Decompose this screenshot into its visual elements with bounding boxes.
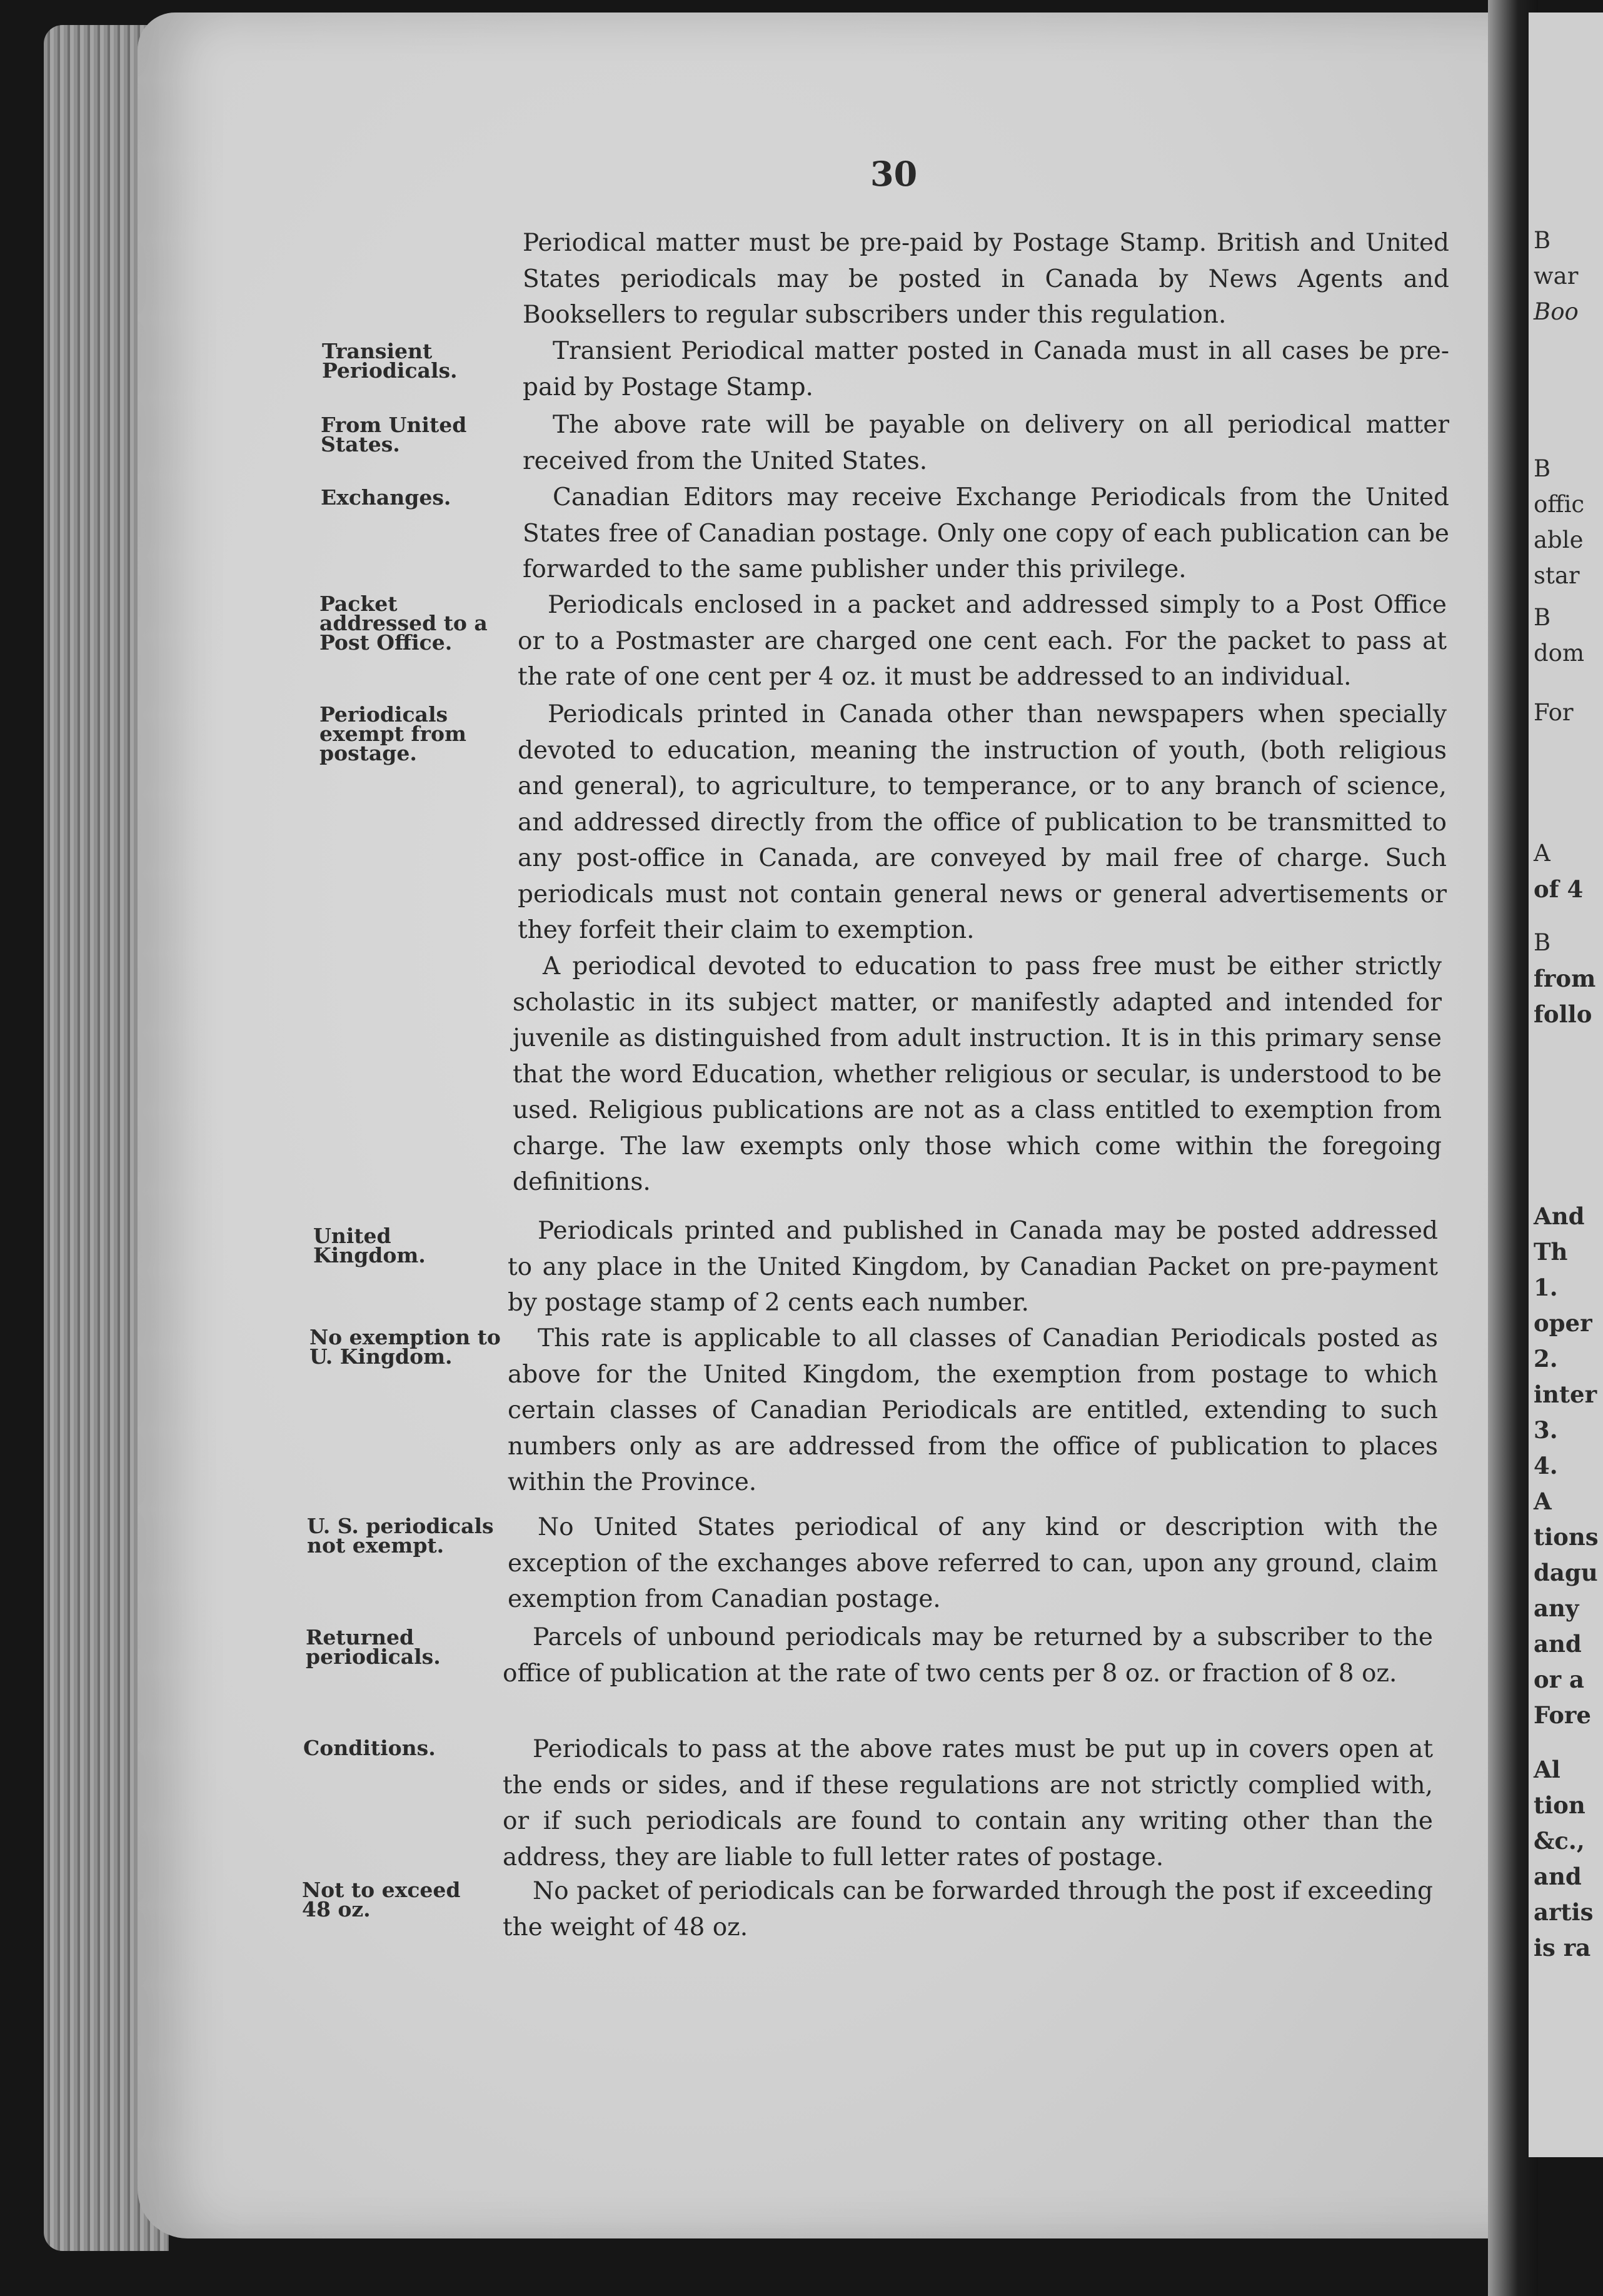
- body-paragraph: Parcels of unbound periodicals may be returned by a subscriber to the office of publication at the rate of two cents per 8 oz. or fraction of 8 oz.: [503, 1623, 1433, 1688]
- body-paragraph: Periodicals printed in Canada other than newspapers when specially devoted to education, meaning the instruction of youth, (both religious and general), to agriculture, to temperance, or to any branch of science, and addressed directly from the office of publication to be transmitted to any post-office in Canada, are conveyed by mail free of charge. Such periodicals must not contain general news or general advertisements or they forfeit their claim to exemption.: [518, 700, 1447, 944]
- facing-fragment: from: [1534, 965, 1596, 992]
- body-paragraph: Transient Periodical matter posted in Canada must in all cases be pre-paid by Postage Stamp.: [523, 337, 1449, 401]
- facing-fragment: artis: [1534, 1898, 1594, 1926]
- facing-fragment: 4.: [1534, 1452, 1558, 1479]
- facing-fragment: tion: [1534, 1791, 1585, 1819]
- facing-fragment: dagu: [1534, 1559, 1598, 1586]
- facing-fragment: &c.,: [1534, 1827, 1585, 1855]
- facing-fragment: B: [1534, 227, 1551, 254]
- body-paragraph: Periodicals enclosed in a packet and addressed simply to a Post Office or to a Postmaster are charged one cent each. For the packet to pass at the rate of one cent per 4 oz. it must be addressed to an individual.: [518, 591, 1447, 691]
- facing-fragment: or a: [1534, 1666, 1585, 1693]
- facing-fragment: 2.: [1534, 1345, 1558, 1372]
- body-paragraph: No United States periodical of any kind or description with the exception of the exchanges above referred to can, upon any ground, claim exemption from Canadian postage.: [508, 1513, 1438, 1613]
- margin-note: Not to exceed 48 oz.: [302, 1878, 461, 1921]
- facing-fragment: A: [1534, 840, 1550, 867]
- facing-fragment: 3.: [1534, 1416, 1558, 1444]
- facing-fragment: oper: [1534, 1309, 1592, 1337]
- facing-fragment: For: [1534, 699, 1574, 726]
- margin-note: From United States.: [321, 413, 467, 456]
- margin-note: United Kingdom.: [313, 1224, 426, 1267]
- facing-fragment: Al: [1534, 1756, 1560, 1783]
- facing-fragment: any: [1534, 1594, 1579, 1622]
- facing-fragment: A: [1534, 1488, 1552, 1515]
- facing-fragment: dom: [1534, 640, 1585, 667]
- facing-fragment: B: [1534, 604, 1551, 631]
- body-paragraph: Periodicals printed and published in Canada may be posted addressed to any place in the United Kingdom, by Canadian Packet on pre-payment by postage stamp of 2 cents each number.: [508, 1217, 1438, 1317]
- body-paragraph: Canadian Editors may receive Exchange Periodicals from the United States free of Canadian postage. Only one copy of each publication can be forwarded to the same publisher under this privilege.: [523, 483, 1449, 583]
- facing-fragment: war: [1534, 263, 1579, 290]
- facing-fragment: able: [1534, 526, 1584, 553]
- facing-fragment: And: [1534, 1202, 1585, 1230]
- body-paragraph: This rate is applicable to all classes of Canadian Periodicals posted as above for the United Kingdom, the exemption from postage to which certain classes of Canadian Periodicals are entitled, extending to such numbers only as are addressed from the office of publication to places within the Province.: [508, 1324, 1438, 1496]
- facing-fragment: and: [1534, 1630, 1582, 1658]
- facing-fragment: Fore: [1534, 1701, 1591, 1729]
- facing-fragment: B: [1534, 455, 1551, 482]
- facing-fragment: 1.: [1534, 1274, 1558, 1301]
- facing-fragment: Boo: [1534, 298, 1579, 325]
- body-paragraph: The above rate will be payable on delivery on all periodical matter received from the United States.: [523, 411, 1449, 475]
- margin-note: Periodicals exempt from postage.: [319, 702, 466, 765]
- facing-page: [1529, 13, 1603, 2157]
- facing-fragment: offic: [1534, 491, 1585, 518]
- facing-fragment: Th: [1534, 1238, 1568, 1266]
- facing-fragment: is ra: [1534, 1934, 1591, 1961]
- page-number: 30: [870, 154, 918, 194]
- body-paragraph: A periodical devoted to education to pass free must be either strictly scholastic in its subject matter, or manifestly adapted and intended for juvenile as distinguished from adult instruction. It is in this primary sense that the word Education, whether religious or secular, is understood to be used. Religious publications are not as a class entitled to exemption from charge. The law exempts only those which come within the foregoing definitions.: [513, 952, 1442, 1196]
- facing-fragment: follo: [1534, 1000, 1592, 1028]
- margin-note: No exemption to U. Kingdom.: [309, 1325, 501, 1369]
- margin-note: U. S. periodicals not exempt.: [307, 1514, 494, 1558]
- facing-fragment: and: [1534, 1863, 1582, 1890]
- margin-note: Conditions.: [303, 1736, 436, 1760]
- facing-fragment: star: [1534, 562, 1580, 589]
- margin-note: Returned periodicals.: [306, 1625, 441, 1669]
- facing-fragment: of 4: [1534, 875, 1584, 903]
- body-paragraph: Periodicals to pass at the above rates must be put up in covers open at the ends or sides, and if these regulations are not strictly complied with, or if such periodicals are found to contain any writing other than the address, they are liable to full letter rates of postage.: [503, 1735, 1433, 1871]
- body-paragraph: No packet of periodicals can be forwarded through the post if exceeding the weight of 48 oz.: [503, 1877, 1433, 1941]
- margin-note: Packet addressed to a Post Office.: [319, 592, 488, 655]
- margin-note: Transient Periodicals.: [322, 339, 458, 383]
- body-paragraph: Periodical matter must be pre-paid by Postage Stamp. British and United States periodicals may be posted in Canada by News Agents and Booksellers to regular subscribers under this regulation.: [523, 229, 1449, 329]
- facing-fragment: tions: [1534, 1523, 1599, 1551]
- facing-fragment: B: [1534, 929, 1551, 956]
- margin-note: Exchanges.: [321, 485, 451, 510]
- facing-fragment: inter: [1534, 1381, 1597, 1408]
